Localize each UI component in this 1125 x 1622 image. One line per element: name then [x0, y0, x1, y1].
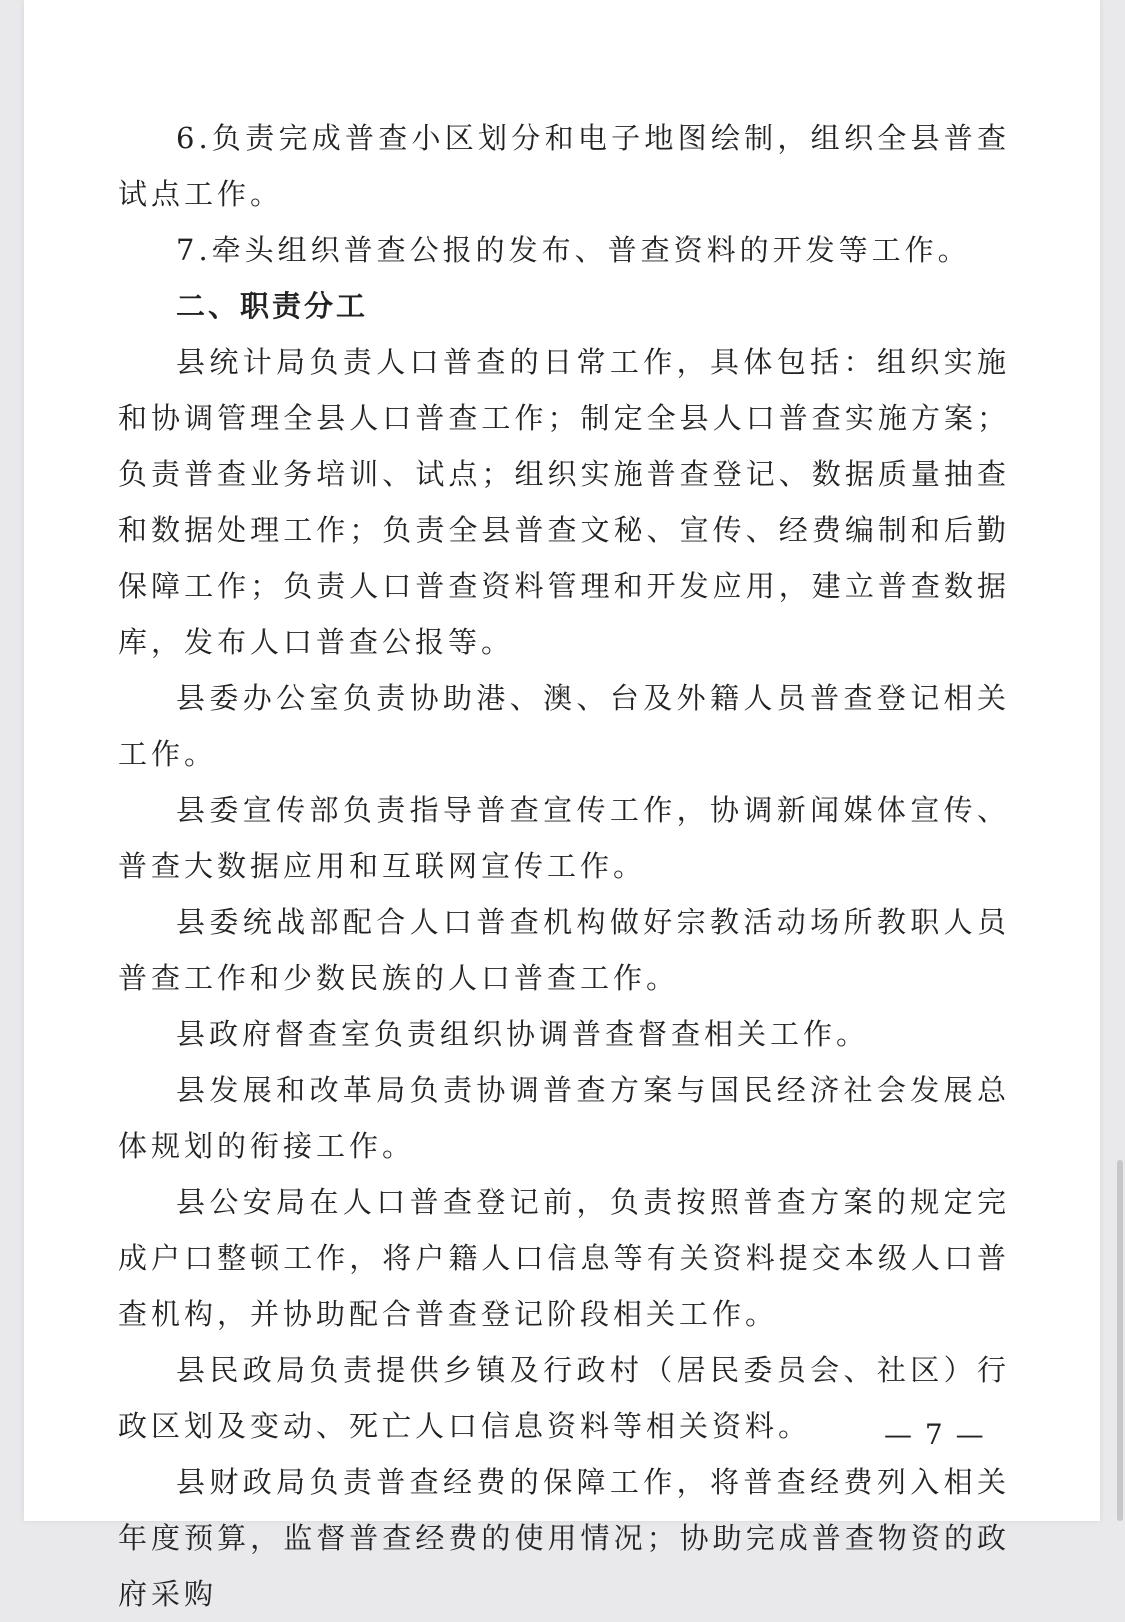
- paragraph-finance-bureau: 县财政局负责普查经费的保障工作，将普查经费列入相关年度预算，监督普查经费的使用情况；协助完成普查物资的政府采购: [118, 1465, 1010, 1611]
- paragraph-united-front-department: 县委统战部配合人口普查机构做好宗教活动场所教职人员普查工作和少数民族的人口普查工作。: [118, 905, 1010, 995]
- page-content: [118, 110, 1010, 1622]
- paragraph-public-security-bureau: 县公安局在人口普查登记前，负责按照普查方案的规定完成户口整顿工作，将户籍人口信息等有关资料提交本级人口普查机构，并协助配合普查登记阶段相关工作。: [118, 1185, 1010, 1331]
- paragraph-publicity-department: 县委宣传部负责指导普查宣传工作，协调新闻媒体宣传、普查大数据应用和互联网宣传工作。: [118, 793, 1010, 883]
- paragraph-statistics-bureau: 县统计局负责人口普查的日常工作，具体包括：组织实施和协调管理全县人口普查工作；制定全县人口普查实施方案；负责普查业务培训、试点；组织实施普查登记、数据质量抽查和数据处理工作；负责全县普查文秘、宣传、经费编制和后勤保障工作；负责人口普查资料管理和开发应用，建立普查数据库，发布人口普查公报等。: [118, 345, 1010, 659]
- paragraph-development-reform-bureau: 县发展和改革局负责协调普查方案与国民经济社会发展总体规划的衔接工作。: [118, 1073, 1010, 1163]
- paragraph-county-committee-office: 县委办公室负责协助港、澳、台及外籍人员普查登记相关工作。: [118, 681, 1010, 771]
- page-number: — 7 —: [884, 1418, 986, 1451]
- section-heading: 二、职责分工: [176, 289, 369, 323]
- paragraph-inspection-office: 县政府督查室负责组织协调普查督查相关工作。: [176, 1017, 870, 1051]
- paragraph-civil-affairs-bureau: 县民政局负责提供乡镇及行政村（居民委员会、社区）行政区划及变动、死亡人口信息资料等相关资料。: [118, 1353, 1010, 1443]
- document-page: [24, 0, 1100, 1611]
- paragraph-item-6: 6.负责完成普查小区划分和电子地图绘制，组织全县普查试点工作。: [118, 121, 1010, 211]
- scrollbar[interactable]: [1113, 0, 1125, 1521]
- scrollbar-thumb[interactable]: [1117, 1160, 1123, 1521]
- paragraph-item-7: 7.牵头组织普查公报的发布、普查资料的开发等工作。: [176, 233, 971, 267]
